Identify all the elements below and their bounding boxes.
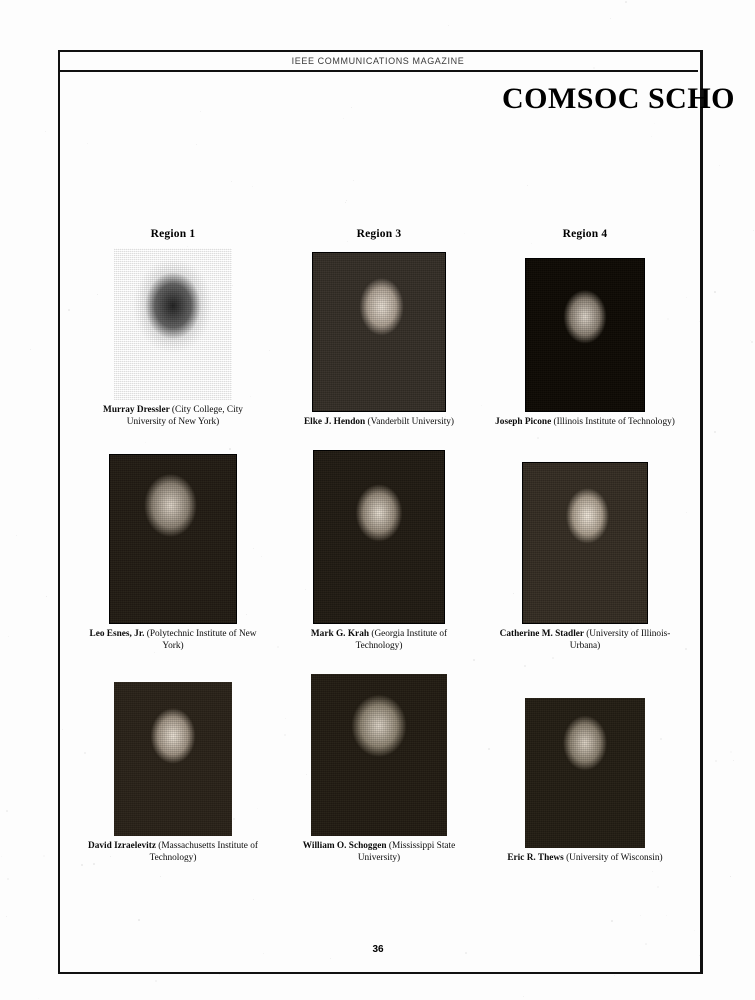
person-name: David Izraelevitz xyxy=(88,841,156,851)
photo-caption xyxy=(495,853,675,865)
photo-cell xyxy=(276,252,482,429)
person-affiliation: (Georgia Institute of Technology) xyxy=(355,629,448,651)
running-head: IEEE COMMUNICATIONS MAGAZINE xyxy=(58,52,698,72)
person-name: Catherine M. Stadler xyxy=(499,629,584,639)
person-name: Mark G. Krah xyxy=(310,629,370,639)
photo-cell xyxy=(482,258,688,429)
photo-caption xyxy=(495,629,675,652)
photo-row xyxy=(70,450,688,652)
portrait-photo xyxy=(311,674,447,836)
person-affiliation: (Mississippi State University) xyxy=(357,841,456,863)
region-label-4: Region 4 xyxy=(562,228,608,240)
photo-cell xyxy=(70,682,276,864)
photo-caption xyxy=(495,417,675,429)
scholarship-photo-grid xyxy=(70,228,688,870)
portrait-photo xyxy=(525,258,645,412)
region-label-1: Region 1 xyxy=(150,228,196,240)
person-affiliation: (Vanderbilt University) xyxy=(367,416,455,427)
person-name: Eric R. Thews xyxy=(507,852,564,863)
photo-row xyxy=(70,248,688,428)
person-affiliation: (University of Illinois-Urbana) xyxy=(569,629,671,651)
photo-cell xyxy=(482,462,688,652)
portrait-photo xyxy=(109,454,237,624)
portrait-photo xyxy=(114,248,232,400)
person-affiliation: (Illinois Institute of Technology) xyxy=(553,416,675,427)
region-label-row xyxy=(70,228,688,240)
page-title: COMSOC SCHO xyxy=(501,82,735,115)
photo-caption xyxy=(83,629,263,652)
person-name: Elke J. Hendon xyxy=(303,416,366,427)
page-number: 36 xyxy=(372,944,384,955)
photo-cell xyxy=(276,450,482,652)
photo-caption xyxy=(289,629,469,652)
person-name: Joseph Picone xyxy=(495,416,552,427)
photo-cell xyxy=(70,248,276,428)
photo-cell xyxy=(70,454,276,652)
photo-caption xyxy=(289,841,469,864)
photo-cell xyxy=(276,674,482,864)
photo-caption xyxy=(289,417,469,429)
portrait-photo xyxy=(312,252,446,412)
photo-caption xyxy=(83,841,263,864)
person-affiliation: (Massachusetts Institute of Technology) xyxy=(149,841,258,863)
person-name: Leo Esnes, Jr. xyxy=(89,629,145,639)
person-affiliation: (University of Wisconsin) xyxy=(566,852,663,863)
region-label-3: Region 3 xyxy=(356,228,402,240)
portrait-photo xyxy=(525,698,645,848)
photo-row xyxy=(70,674,688,864)
portrait-photo xyxy=(114,682,232,836)
photo-cell xyxy=(482,698,688,865)
photo-caption xyxy=(83,405,263,428)
portrait-photo xyxy=(522,462,648,624)
person-name: Murray Dressler xyxy=(103,405,170,415)
person-affiliation: (Polytechnic Institute of New York) xyxy=(146,629,257,651)
person-name: William O. Schoggen xyxy=(302,841,387,851)
portrait-photo xyxy=(313,450,445,624)
person-affiliation: (City College, City University of New York) xyxy=(126,405,243,427)
